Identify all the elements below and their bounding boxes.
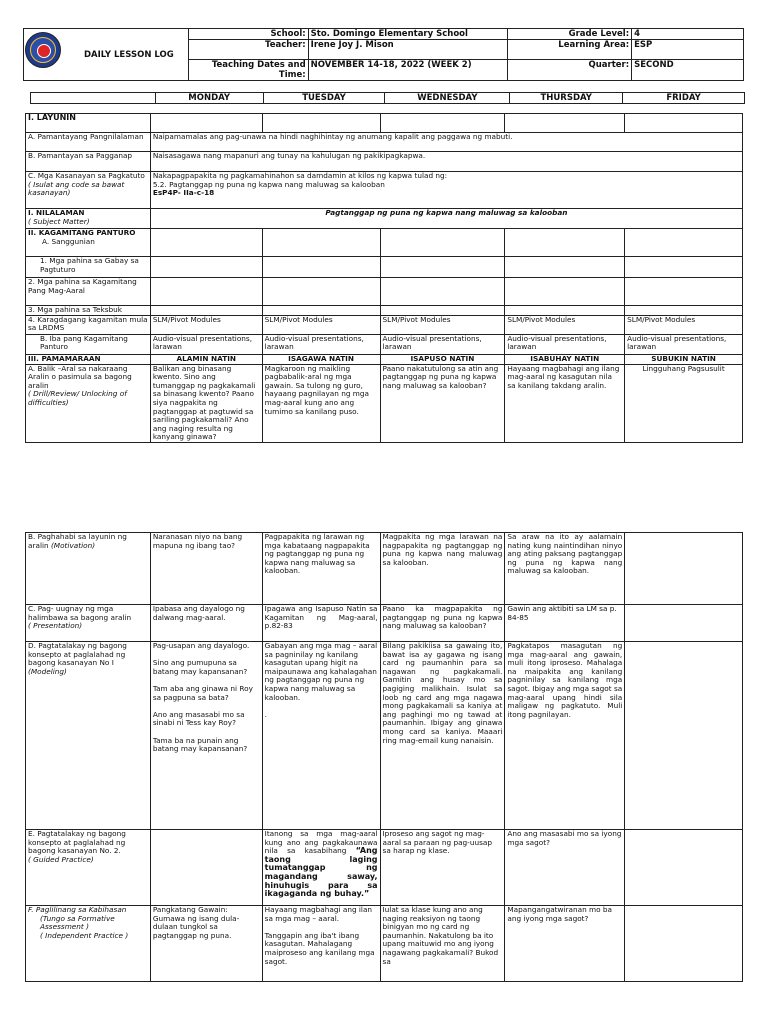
modeling-fri [625,642,743,830]
dates-label: Teaching Dates and Time: [188,60,308,81]
isapuso-heading: ISAPUSO NATIN [380,354,505,364]
presentation-mon: Ipabasa ang dayalogo ng dalwang mag-aaral. [150,605,262,642]
modeling-mon-3: Tam aba ang ginawa ni Roy sa pagpuna sa bata? [152,683,253,702]
slm-mon: SLM/Pivot Modules [150,315,262,334]
day-monday: MONDAY [155,93,263,104]
kagamitan-cell [26,229,151,257]
modeling-tue-1: Gabayan ang mga mag – aaral sa pagninilay ng kanilang kasagutan upang higit na maipaunawa ang kahalagahan ng pagtanggap ng puna ng kapwa nang maluwag sa kalooban. [264,641,378,702]
header-table [23,28,744,81]
nilalaman-cell [26,209,151,229]
independent-mon: Pangkatang Gawain: Gumawa ng isang dula-dulaan tungkol sa pagtanggap ng puna. [150,906,262,982]
pamantayang-pangnilalaman-text: Naipamamalas ang pag-unawa na hindi naghihintay ng anumang kapalit ang paggawa ng mabuti. [150,133,742,152]
modeling-wed: Bilang pakikiisa sa gawaing ito, bawat isa ay gagawa ng isang card ng paumanhin para sa nagawan ng pagkakamali. Gamitin ang husay mo sa pagiging malikhain. Isulat sa loob ng card ang mga nagawa mong pagkakamali sa kaniya at ang paghingi mo ng tawad at paumanhin. Ibigay ang ginawa mong card sa kaniya. Maaari ring mag-email kung nanaisin. [380,642,505,830]
day-thursday: THURSDAY [510,93,623,104]
guided-label: E. Pagtatalakay ng bagong konsepto at paglalahad ng bagong kasanayan No. 2. [28,829,126,856]
balik-fri: Lingguhang Pagsusulit [625,364,743,442]
day-tuesday: TUESDAY [263,93,385,104]
km-mon [150,278,262,306]
modeling-tue [262,642,380,830]
pamantayan-pagganap-text: Naisasagawa nang mapanuri ang tunay na kahulugan ng pakikipagkapwa. [150,152,742,172]
grade-value: 4 [632,29,744,40]
pamamaraan-heading: III. PAMAMARAAN [26,354,151,364]
teacher-label: Teacher: [188,40,308,60]
av-fri: Audio-visual presentations, larawan [625,334,743,354]
independent-tue [262,906,380,982]
guided-wed: Iproseso ang sagot ng mag-aaral sa paraan ng pag-uusap sa harap ng klase. [380,830,505,906]
av-tue: Audio-visual presentations, larawan [262,334,380,354]
kag-wed [380,229,505,257]
layunin-fri [625,114,743,133]
nilalaman-text: Pagtanggap ng puna ng kapwa nang maluwag sa kalooban [150,209,742,229]
days-table [30,92,745,104]
av-wed: Audio-visual presentations, larawan [380,334,505,354]
modeling-tue-2: . [264,709,267,719]
independent-thu: Mapangangatwiranan mo ba ang iyong mga sagot? [505,906,625,982]
day-friday: FRIDAY [623,93,745,104]
kasanayan-text-cell [150,172,742,209]
kasanayan-cell [26,172,151,209]
guided-mon [150,830,262,906]
pamantayang-pangnilalaman-label: A. Pamantayang Pangnilalaman [26,133,151,152]
presentation-tue: Ipagawa ang Isapuso Natin sa Kagamitan ng Mag-aaral, p.82-83 [262,605,380,642]
balik-wed: Paano nakatutulong sa atin ang pagtanggap ng puna ng kapwa nang maluwag sa kalooban? [380,364,505,442]
independent-note-1: (Tungo sa Formative Assessment ) [40,913,115,932]
km-thu [505,278,625,306]
gabay-mon [150,257,262,278]
av-mon: Audio-visual presentations, larawan [150,334,262,354]
tb-fri [625,306,743,316]
area-label: Learning Area: [508,40,632,60]
slm-thu: SLM/Pivot Modules [505,315,625,334]
modeling-note: (Modeling) [28,666,67,676]
kag-mon [150,229,262,257]
tb-thu [505,306,625,316]
motivation-fri [625,533,743,605]
independent-cell [26,906,151,982]
guided-tue-1: Itanong sa mga mag-aaral kung ano ang pagkakaunawa nila sa kasabihang [264,829,378,856]
lesson-table-1 [25,113,743,443]
teksbuk-label: 3. Mga pahina sa Teksbuk [26,306,151,316]
teacher-value: Irene Joy J. Mison [308,40,508,60]
modeling-mon-2: Sino ang pumupuna sa batang may kapansanan? [152,658,248,676]
subukin-heading: SUBUKIN NATIN [625,354,743,364]
nilalaman-heading: I. NILALAMAN [28,208,85,217]
tb-tue [262,306,380,316]
presentation-fri [625,605,743,642]
modeling-mon-5: Tama ba na punain ang batang may kapansanan? [152,735,248,754]
motivation-wed: Magpakita ng mga larawan na nagpapakita ng pagtanggap ng puna ng kapwa nang maluwag sa kalooban. [380,533,505,605]
layunin-heading: I. LAYUNIN [26,114,151,133]
quarter-label: Quarter: [508,60,632,81]
slm-wed: SLM/Pivot Modules [380,315,505,334]
dates-value: NOVEMBER 14-18, 2022 (WEEK 2) [308,60,508,81]
independent-tue-1: Hayaang magbahagi ang ilan sa mga mag – aaral. [264,905,373,923]
motivation-thu: Sa araw na ito ay aalamain nating kung naintindihan ninyo ang ating paksang pagtanggap ng puna ng kapwa nang maluwag sa kalooban. [505,533,625,605]
gabay-fri [625,257,743,278]
modeling-mon-4: Ano ang masasabi mo sa sinabi ni Tess kay Roy? [152,709,245,728]
kasanayan-text-2: 5.2. Pagtanggap ng puna ng kapwa nang maluwag sa kalooban [152,179,385,189]
balik-tue: Magkaroon ng maikling pagbabalik-aral ng mga gawain. Sa tulong ng guro, hayaang pagnilayan ng mga mag-aaral kung ano ang tumimo sa kanilang puso. [262,364,380,442]
karagdagan-label: 4. Karagdagang kagamitan mula sa LRDMS [26,315,151,334]
motivation-note: (Motivation) [50,540,96,550]
modeling-thu: Pagkatapos masagutan ng mga mag-aaral ang gawain, muli itong iproseso. Mahalaga na maipakita ang kanilang pagninilay sa kanilang mga sagot. Ibigay ang mga sagot sa mag-aaral upang hindi sila maligaw ng pagkatuto. Muli itong pagnilayan. [505,642,625,830]
km-wed [380,278,505,306]
lesson-table-2 [25,532,743,982]
balik-aral-note: ( Drill/Review/ Unlocking of difficulties) [28,389,127,407]
kag-tue [262,229,380,257]
isagawa-heading: ISAGAWA NATIN [262,354,380,364]
gabay-label: 1. Mga pahina sa Gabay sa Pagtuturo [26,257,151,278]
modeling-cell [26,642,151,830]
nilalaman-note: ( Subject Matter) [28,216,90,226]
motivation-mon: Naranasan niyo na bang mapuna ng ibang tao? [150,533,262,605]
independent-note-2: ( Independent Practice ) [40,930,129,940]
isabuhay-heading: ISABUHAY NATIN [505,354,625,364]
kasanayan-note: ( Isulat ang code sa bawat kasanayan) [28,179,125,198]
kag-thu [505,229,625,257]
modeling-label: D. Pagtatalakay ng bagong konsepto at paglalahad ng bagong kasanayan No I [28,641,127,668]
balik-mon: Balikan ang binasang kwento. Sino ang tumanggap ng pagkakamali sa binasang kwento? Paano siya nagpakita ng pagtanggap at pagtuwid sa sariling pagkakamali? Ano ang naging resulta ng kanyang ginawa? [150,364,262,442]
guided-tue [262,830,380,906]
day-wednesday: WEDNESDAY [385,93,510,104]
gabay-wed [380,257,505,278]
motivation-label: B. Paghahabi sa layunin ng aralin [28,532,127,550]
guided-cell [26,830,151,906]
motivation-tue: Pagpapakita ng larawan ng mga kabataang nagpapakita ng pagtanggap ng puna ng kapwa nang maluwag sa kalooban. [262,533,380,605]
km-tue [262,278,380,306]
balik-aral-cell [26,364,151,442]
guided-fri [625,830,743,906]
av-thu: Audio-visual presentations, larawan [505,334,625,354]
balik-aral-label: A. Balik –Aral sa nakaraang Aralin o pasimula sa bagong aralin [28,363,132,390]
presentation-cell [26,605,151,642]
km-fri [625,278,743,306]
slm-fri: SLM/Pivot Modules [625,315,743,334]
layunin-mon [150,114,262,133]
independent-fri [625,906,743,982]
grade-label: Grade Level: [508,29,632,40]
tb-mon [150,306,262,316]
kasanayan-text-1: Nakapagpapakita ng pagkamahinahon sa damdamin at kilos ng kapwa tulad ng: [152,171,448,180]
balik-thu: Hayaang magbahagi ang ilang mag-aaral ng kasagutan nila sa kanilang takdang aralin. [505,364,625,442]
kasanayan-code: EsP4P- IIa-c-18 [152,188,215,198]
modeling-mon-1: Pag-usapan ang dayalogo. [152,641,250,650]
days-blank [31,93,156,104]
layunin-wed [380,114,505,133]
quarter-value: SECOND [632,60,744,81]
independent-label: F. Paglilinang sa Kabihasan [28,905,127,914]
kagamitan-heading: II. KAGAMITANG PANTURO [28,228,136,237]
slm-tue: SLM/Pivot Modules [262,315,380,334]
tb-wed [380,306,505,316]
kasanayan-label: C. Mga Kasanayan sa Pagkatuto [28,171,145,180]
gabay-tue [262,257,380,278]
gabay-thu [505,257,625,278]
pamantayan-pagganap-label: B. Pamantayan sa Pagganap [26,152,151,172]
school-label: School: [188,29,308,40]
presentation-thu: Gawin ang aktibiti sa LM sa p. 84-85 [505,605,625,642]
guided-thu: Ano ang masasabi mo sa iyong mga sagot? [505,830,625,906]
layunin-thu [505,114,625,133]
sanggunian-label: A. Sanggunian [42,236,95,246]
alamin-heading: ALAMIN NATIN [150,354,262,364]
independent-tue-2: Tanggapin ang iba't ibang kasagutan. Mahalagang maiproseso ang kanilang mga sagot. [264,930,375,966]
kagamitan-mag-label: 2. Mga pahina sa Kagamitang Pang Mag-Aaral [26,278,151,306]
kag-fri [625,229,743,257]
presentation-wed: Paano ka magpapakita ng pagtanggap ng puna ng kapwa nang maluwag sa kalooban? [380,605,505,642]
iba-label: B. Iba pang Kagamitang Panturo [26,334,151,354]
layunin-tue [262,114,380,133]
log-title: DAILY LESSON LOG [24,29,189,81]
modeling-mon [150,642,262,830]
presentation-note: ( Presentation) [28,621,83,631]
motivation-cell [26,533,151,605]
area-value: ESP [632,40,744,60]
independent-wed: Iulat sa klase kung ano ang naging reaksiyon ng taong binigyan mo ng card ng paumanhin. Nakatulong ba ito upang maituwid mo ang iyong nagawang pagkakamali? Bukod sa [380,906,505,982]
presentation-label: C. Pag- uugnay ng mga halimbawa sa bagong aralin [28,604,132,622]
school-value: Sto. Domingo Elementary School [308,29,508,40]
guided-tue-quote: “Ang taong laging tumatanggap ng magandang saway, hinuhugis para sa ikagaganda ng buhay.” [264,846,378,899]
guided-note: ( Guided Practice) [28,854,94,864]
